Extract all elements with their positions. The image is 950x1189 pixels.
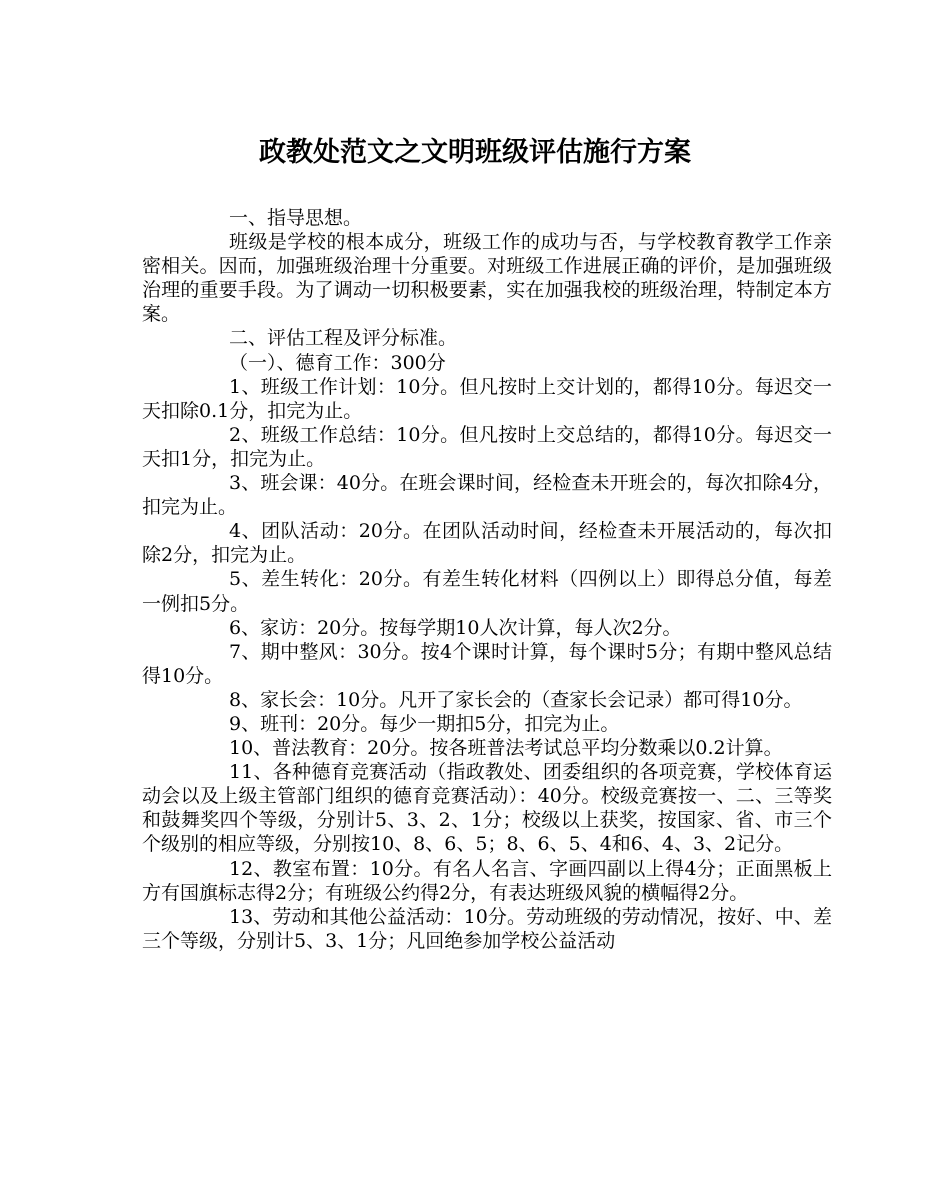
item-3-class-meeting: 3、班会课：40分。在班会课时间，经检查未开班会的，每次扣除4分，扣完为止。 [142, 472, 832, 519]
heading-guiding-thought: 一、指导思想。 [229, 207, 363, 229]
document-title: 政教处范文之文明班级评估施行方案 [259, 137, 691, 168]
heading-evaluation-items: 二、评估工程及评分标准。 [229, 327, 458, 350]
item-5-student-transform: 5、差生转化：20分。有差生转化材料（四例以上）即得总分值，每差一例扣5分。 [142, 568, 832, 615]
subheading-moral-education: （一）、德育工作：300分 [229, 351, 446, 374]
item-9-class-journal: 9、班刊：20分。每少一期扣5分，扣完为止。 [229, 712, 620, 735]
document-body [142, 206, 832, 953]
item-13-labor-activities: 13、劳动和其他公益活动：10分。劳动班级的劳动情况，按好、中、差三个等级，分别计5、3、1分；凡回绝参加学校公益活动 [142, 905, 832, 952]
item-6-home-visit: 6、家访：20分。按每学期10人次计算，每人次2分。 [229, 616, 682, 639]
item-11-competitions: 11、各种德育竞赛活动（指政教处、团委组织的各项竞赛，学校体育运动会以及上级主管部门组织的德育竞赛活动）：40分。校级竞赛按一、二、三等奖和鼓舞奖四个等级，分别计5、3、2、1分；校级以上获奖，按国家、省、市三个个级别的相应等级，分别按10、8、6、5；8、6、5、4和6、4、3、2记分。 [142, 761, 832, 856]
item-8-parent-meeting: 8、家长会：10分。凡开了家长会的（查家长会记录）都可得10分。 [229, 688, 803, 711]
item-2-work-summary: 2、班级工作总结：10分。但凡按时上交总结的，都得10分。每迟交一天扣1分，扣完为止。 [142, 423, 832, 470]
item-1-work-plan: 1、班级工作计划：10分。但凡按时上交计划的，都得10分。每迟交一天扣除0.1分，扣完为止。 [142, 375, 832, 422]
item-10-law-education: 10、普法教育：20分。按各班普法考试总平均分数乘以0.2计算。 [229, 737, 783, 760]
item-7-midterm-rectify: 7、期中整风：30分。按4个课时计算，每个课时5分；有期中整风总结得10分。 [142, 640, 832, 687]
item-4-team-activity: 4、团队活动：20分。在团队活动时间，经检查未开展活动的，每次扣除2分，扣完为止。 [142, 520, 832, 567]
paragraph-intro: 班级是学校的根本成分，班级工作的成功与否，与学校教育教学工作亲密相关。因而，加强班级治理十分重要。对班级工作进展正确的评价，是加强班级治理的重要手段。为了调动一切积极要素，实在加强我校的班级治理，特制定本方案。 [142, 231, 832, 326]
item-12-classroom-layout: 12、教室布置：10分。有名人名言、字画四副以上得4分；正面黑板上方有国旗标志得2分；有班级公约得2分，有表达班级风貌的横幅得2分。 [142, 857, 832, 904]
